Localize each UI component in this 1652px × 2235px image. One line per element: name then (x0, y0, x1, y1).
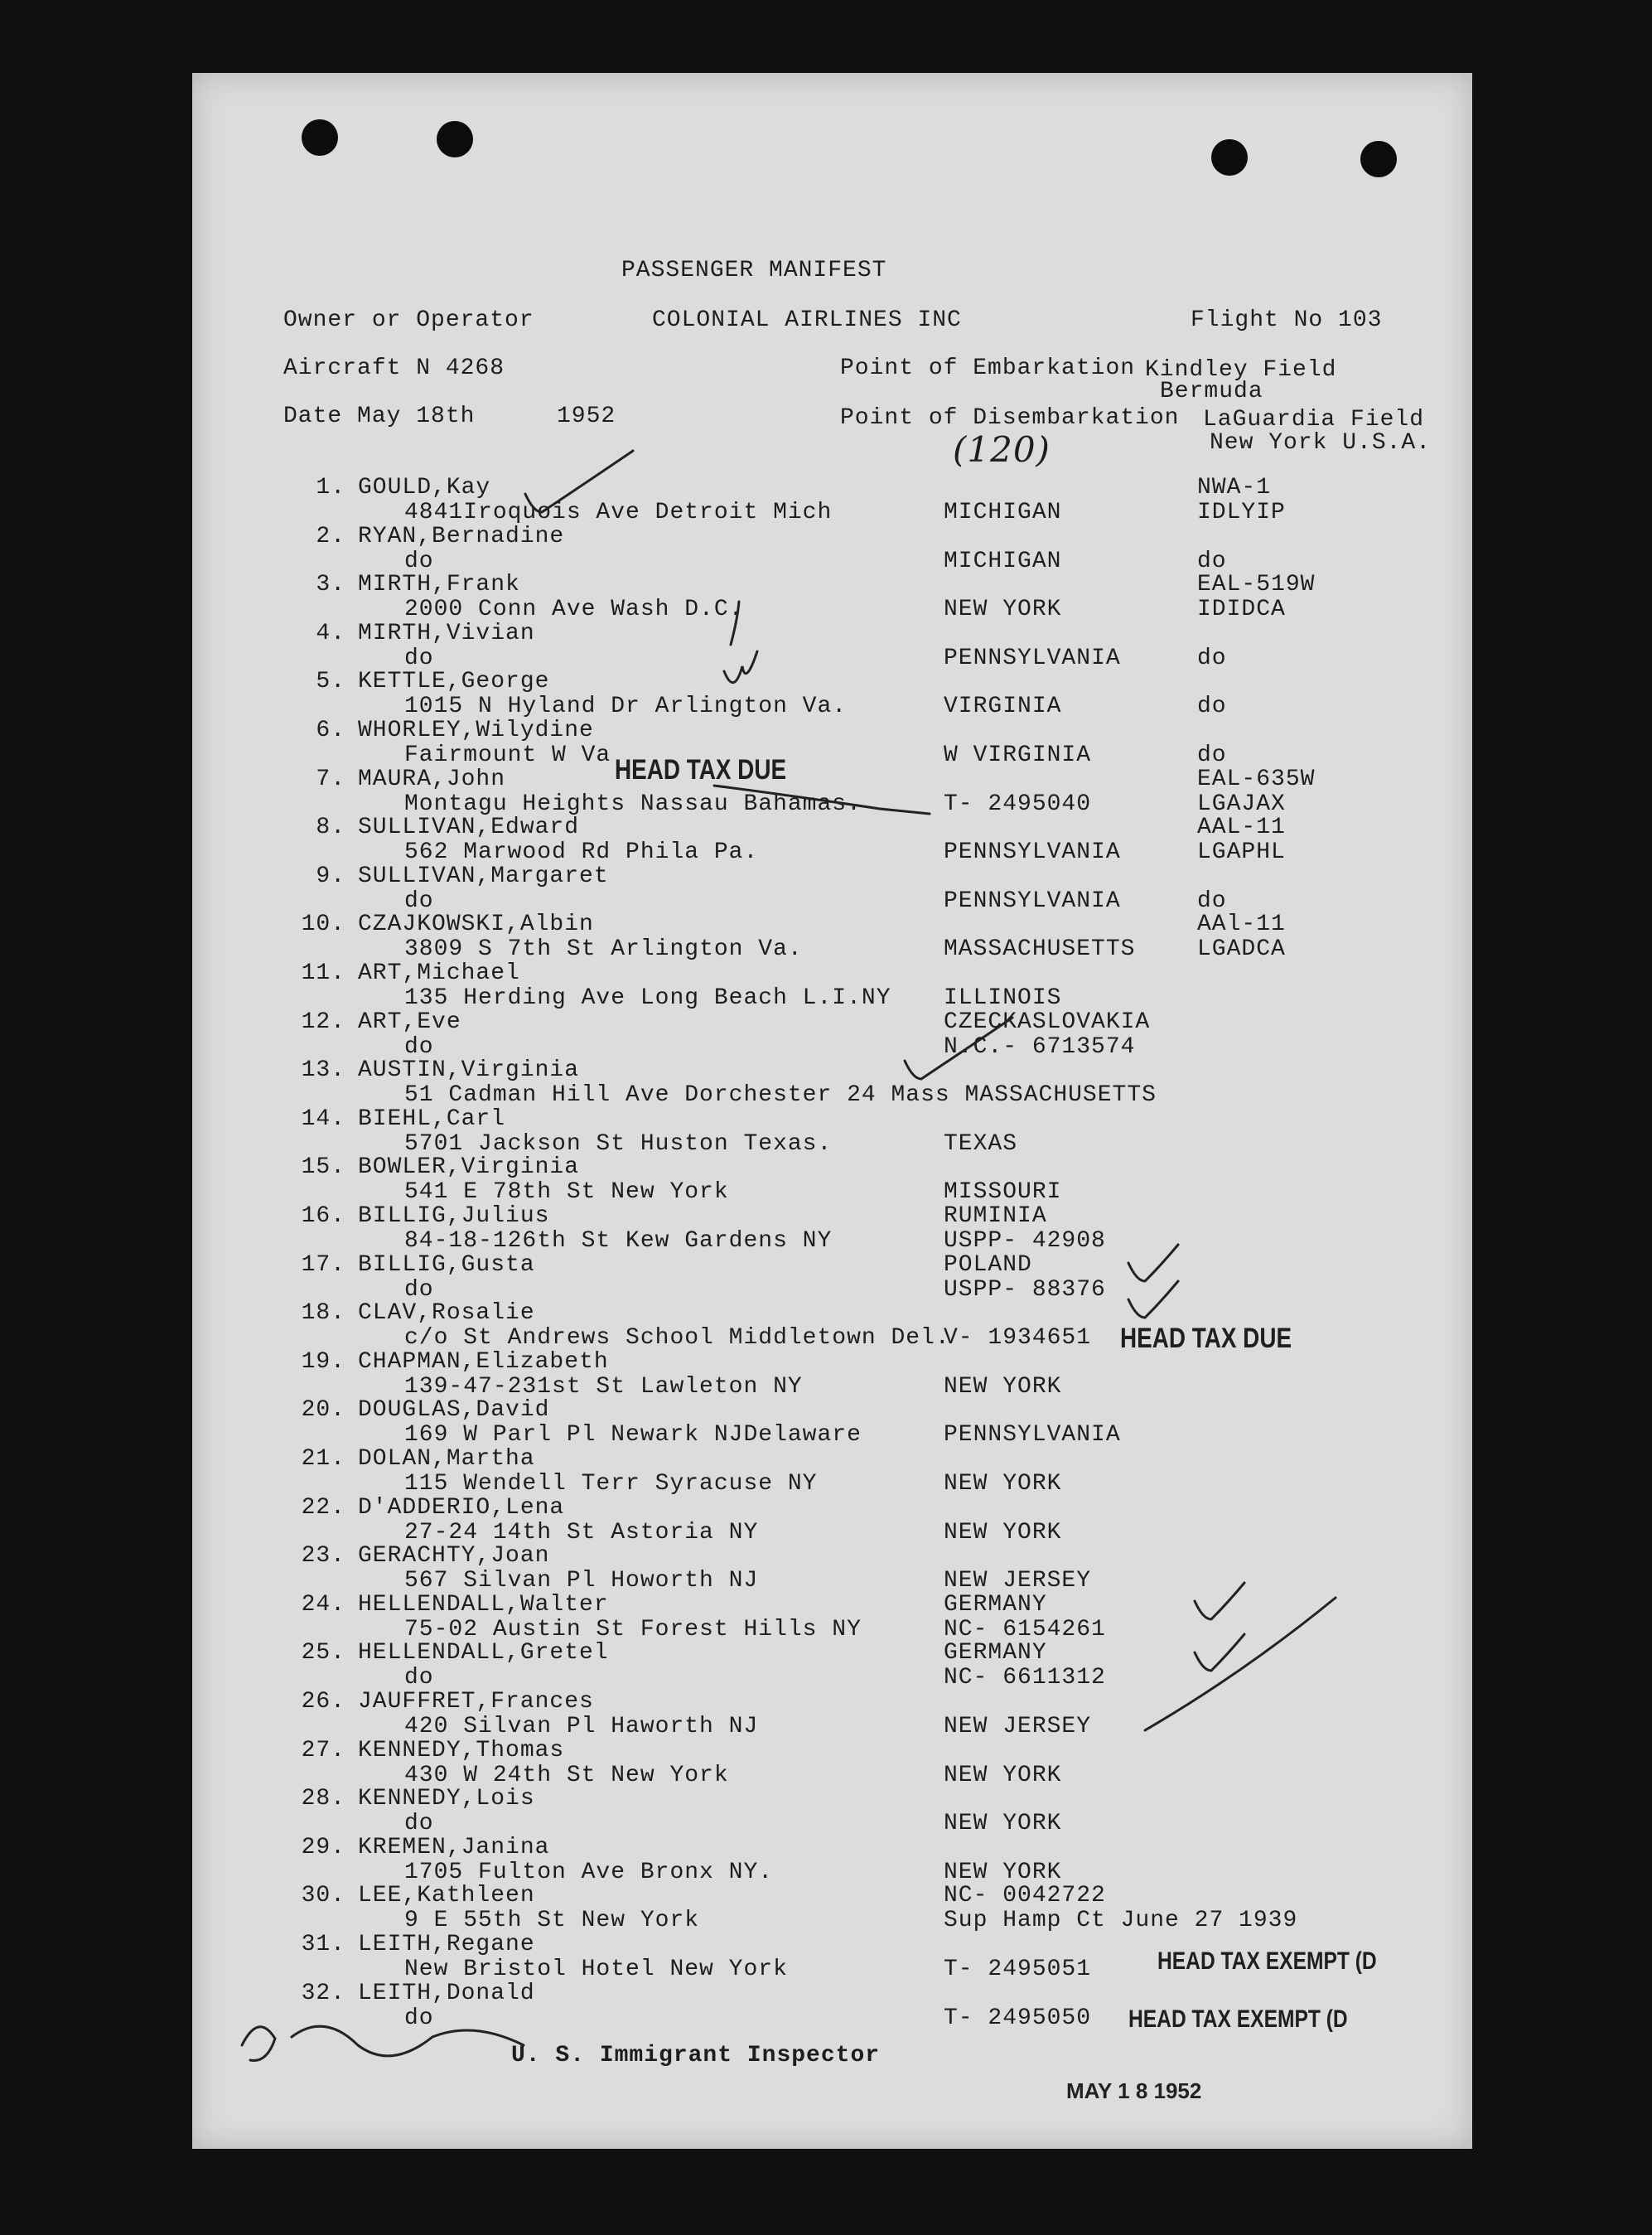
passenger-address: Montagu Heights Nassau Bahamas. (404, 791, 862, 817)
passenger-address: do (404, 1277, 434, 1303)
passenger-name: WHORLEY,Wilydine (358, 718, 594, 743)
passenger-name: LEITH,Donald (358, 1981, 535, 2006)
passenger-route-code: LGADCA (1197, 936, 1286, 962)
passenger-address: do (404, 646, 434, 671)
passenger-number: 12. (301, 1009, 345, 1035)
passenger-state: T- 2495040 (944, 791, 1092, 817)
passenger-address: c/o St Andrews School Middletown Del. (404, 1325, 950, 1351)
passenger-address: 1015 N Hyland Dr Arlington Va. (404, 694, 848, 719)
passenger-address: Fairmount W Va (404, 743, 611, 768)
passenger-state: MISSOURI (944, 1179, 1062, 1205)
passenger-name: ART,Michael (358, 960, 520, 986)
owner-value: COLONIAL AIRLINES INC (652, 307, 962, 333)
passenger-name: RYAN,Bernadine (358, 524, 565, 549)
passenger-state: NEW YORK (944, 1811, 1062, 1836)
passenger-number: 7. (316, 767, 345, 792)
passenger-address: 562 Marwood Rd Phila Pa. (404, 839, 759, 865)
passenger-route-code: LGAJAX (1197, 791, 1286, 817)
passenger-name: KETTLE,George (358, 669, 550, 694)
passenger-address: 3809 S 7th St Arlington Va. (404, 936, 803, 962)
passenger-name: KENNEDY,Lois (358, 1786, 535, 1812)
passenger-state: ILLINOIS (944, 985, 1062, 1011)
page-title: PASSENGER MANIFEST (621, 258, 887, 283)
passenger-address: 430 W 24th St New York (404, 1763, 729, 1788)
passenger-state: NEW YORK (944, 1520, 1062, 1546)
passenger-state: USPP- 42908 (944, 1228, 1106, 1254)
passenger-number: 9. (316, 864, 345, 889)
passenger-nationality: CZECKASLOVAKIA (944, 1009, 1151, 1035)
passenger-state: PENNSYLVANIA (944, 839, 1121, 865)
passenger-route-code: IDLYIP (1197, 500, 1286, 525)
passenger-state: NEW YORK (944, 597, 1062, 622)
passenger-state: NEW YORK (944, 1860, 1062, 1885)
passenger-address: 567 Silvan Pl Howorth NJ (404, 1568, 759, 1594)
passenger-address: 75-02 Austin St Forest Hills NY (404, 1617, 862, 1642)
date-stamp: MAY 1 8 1952 (1066, 2078, 1202, 2103)
passenger-address: 169 W Parl Pl Newark NJDelaware (404, 1422, 862, 1448)
passenger-state: PENNSYLVANIA (944, 646, 1121, 671)
passenger-state: VIRGINIA (944, 694, 1062, 719)
passenger-address: 115 Wendell Terr Syracuse NY (404, 1471, 818, 1497)
passenger-state: T- 2495051 (944, 1957, 1092, 1982)
passenger-number: 8. (316, 815, 345, 840)
handwritten-annotations (192, 73, 1472, 2149)
passenger-name: HELLENDALL,Walter (358, 1592, 609, 1618)
aircraft: Aircraft N 4268 (283, 356, 505, 381)
passenger-route-code: do (1197, 743, 1227, 768)
date-year: 1952 (557, 404, 616, 429)
passenger-number: 13. (301, 1057, 345, 1083)
passenger-number: 18. (301, 1300, 345, 1326)
passenger-address: New Bristol Hotel New York (404, 1957, 788, 1982)
passenger-name: BILLIG,Julius (358, 1203, 550, 1229)
passenger-name: AUSTIN,Virginia (358, 1057, 580, 1083)
passenger-state: V- 1934651 (944, 1325, 1092, 1351)
passenger-nationality: GERMANY (944, 1592, 1047, 1618)
passenger-flight-code: AAl-11 (1197, 912, 1286, 937)
passenger-number: 5. (316, 669, 345, 694)
passenger-name: DOLAN,Martha (358, 1446, 535, 1472)
passenger-flight-code: NWA-1 (1197, 475, 1272, 501)
passenger-address: 27-24 14th St Astoria NY (404, 1520, 759, 1546)
passenger-state: USPP- 88376 (944, 1277, 1106, 1303)
passenger-number: 24. (301, 1592, 345, 1618)
inspector-signature (242, 2026, 524, 2060)
passenger-state: N.C.- 6713574 (944, 1034, 1136, 1060)
passenger-state: Sup Hamp Ct June 27 1939 (944, 1908, 1298, 1933)
passenger-number: 29. (301, 1835, 345, 1860)
passenger-address: do (404, 1034, 434, 1060)
passenger-state: T- 2495050 (944, 2005, 1092, 2031)
passenger-name: BIEHL,Carl (358, 1106, 506, 1132)
passenger-route-code: IDIDCA (1197, 597, 1286, 622)
passenger-state: MASSACHUSETTS (944, 936, 1136, 962)
passenger-state: PENNSYLVANIA (944, 888, 1121, 914)
passenger-address: 541 E 78th St New York (404, 1179, 729, 1205)
passenger-state: NEW JERSEY (944, 1568, 1092, 1594)
disembarkation-sub: New York U.S.A. (1210, 430, 1432, 456)
initials-mark (724, 602, 757, 683)
passenger-number: 23. (301, 1543, 345, 1569)
checkmark-icon (1195, 1583, 1244, 1619)
handwritten-count: (120) (953, 429, 1051, 470)
passenger-address: 51 Cadman Hill Ave Dorchester 24 Mass MASSACHUSETTS (404, 1082, 1157, 1108)
passenger-name: KENNEDY,Thomas (358, 1738, 565, 1763)
checkmark-icon (1128, 1245, 1178, 1281)
manifest-page (192, 73, 1472, 2149)
passenger-name: CLAV,Rosalie (358, 1300, 535, 1326)
passenger-address: do (404, 2005, 434, 2031)
passenger-nationality: RUMINIA (944, 1203, 1047, 1229)
passenger-state: NC- 6154261 (944, 1617, 1106, 1642)
passenger-number: 21. (301, 1446, 345, 1472)
flight-number: Flight No 103 (1191, 307, 1383, 333)
passenger-address: 4841Iroquois Ave Detroit Mich (404, 500, 833, 525)
passenger-number: 1. (316, 475, 345, 501)
passenger-route-code: do (1197, 694, 1227, 719)
passenger-name: SULLIVAN,Edward (358, 815, 580, 840)
passenger-number: 20. (301, 1397, 345, 1423)
passenger-name: HELLENDALL,Gretel (358, 1640, 609, 1666)
passenger-address: 9 E 55th St New York (404, 1908, 700, 1933)
passenger-name: LEE,Kathleen (358, 1883, 535, 1908)
stray-line (1145, 1598, 1336, 1730)
disembarkation-label: Point of Disembarkation (840, 405, 1180, 431)
passenger-number: 30. (301, 1883, 345, 1908)
passenger-route-code: do (1197, 549, 1227, 574)
arrow-line (714, 786, 930, 814)
disembarkation-value: LaGuardia Field (1203, 407, 1425, 433)
passenger-flight-code: AAL-11 (1197, 815, 1286, 840)
passenger-state: MICHIGAN (944, 500, 1062, 525)
passenger-name: BILLIG,Gusta (358, 1252, 535, 1278)
passenger-name: CZAJKOWSKI,Albin (358, 912, 594, 937)
passenger-number: 6. (316, 718, 345, 743)
passenger-number: 14. (301, 1106, 345, 1132)
passenger-address: do (404, 888, 434, 914)
passenger-route-code: do (1197, 646, 1227, 671)
passenger-state: NEW JERSEY (944, 1714, 1092, 1739)
passenger-state: NEW YORK (944, 1471, 1062, 1497)
passenger-number: 15. (301, 1154, 345, 1180)
passenger-address: 1705 Fulton Ave Bronx NY. (404, 1860, 774, 1885)
passenger-number: 11. (301, 960, 345, 986)
passenger-state: TEXAS (944, 1131, 1018, 1157)
head-tax-exempt-stamp: HEAD TAX EXEMPT (D (1157, 1947, 1377, 1975)
passenger-name: BOWLER,Virginia (358, 1154, 580, 1180)
passenger-name: SULLIVAN,Margaret (358, 864, 609, 889)
passenger-number: 2. (316, 524, 345, 549)
checkmark-icon (1128, 1281, 1178, 1318)
checkmark-icon (905, 1018, 1012, 1079)
passenger-number: 27. (301, 1738, 345, 1763)
passenger-address: do (404, 1665, 434, 1691)
embarkation-value: Kindley Field (1145, 357, 1337, 383)
passenger-number: 26. (301, 1689, 345, 1715)
passenger-name: JAUFFRET,Frances (358, 1689, 594, 1715)
passenger-name: DOUGLAS,David (358, 1397, 550, 1423)
passenger-nationality: GERMANY (944, 1640, 1047, 1666)
passenger-state: W VIRGINIA (944, 743, 1092, 768)
passenger-number: 19. (301, 1349, 345, 1375)
passenger-address: do (404, 1811, 434, 1836)
head-tax-exempt-stamp: HEAD TAX EXEMPT (D (1128, 2005, 1348, 2033)
passenger-name: KREMEN,Janina (358, 1835, 550, 1860)
owner-label: Owner or Operator (283, 307, 534, 333)
passenger-address: 139-47-231st St Lawleton NY (404, 1374, 803, 1400)
passenger-name: D'ADDERIO,Lena (358, 1495, 565, 1521)
passenger-number: 17. (301, 1252, 345, 1278)
passenger-name: CHAPMAN,Elizabeth (358, 1349, 609, 1375)
passenger-name: MIRTH,Vivian (358, 621, 535, 646)
passenger-number: 32. (301, 1981, 345, 2006)
passenger-number: 10. (301, 912, 345, 937)
passenger-address: do (404, 549, 434, 574)
passenger-name: MIRTH,Frank (358, 572, 520, 597)
passenger-name: GOULD,Kay (358, 475, 491, 501)
passenger-state: PENNSYLVANIA (944, 1422, 1121, 1448)
passenger-address: 420 Silvan Pl Haworth NJ (404, 1714, 759, 1739)
passenger-number: 3. (316, 572, 345, 597)
passenger-flight-code: EAL-635W (1197, 767, 1316, 792)
passenger-number: 4. (316, 621, 345, 646)
passenger-name: LEITH,Regane (358, 1932, 535, 1957)
date-label: Date May 18th (283, 404, 476, 429)
passenger-number: 25. (301, 1640, 345, 1666)
inspector-label: U. S. Immigrant Inspector (511, 2043, 881, 2068)
passenger-flight-code: EAL-519W (1197, 572, 1316, 597)
passenger-route-code: LGAPHL (1197, 839, 1286, 865)
passenger-name: GERACHTY,Joan (358, 1543, 550, 1569)
passenger-route-code: do (1197, 888, 1227, 914)
head-tax-due-stamp: HEAD TAX DUE (1120, 1323, 1292, 1354)
passenger-name: MAURA,John (358, 767, 506, 792)
passenger-number: 22. (301, 1495, 345, 1521)
head-tax-due-stamp: HEAD TAX DUE (615, 754, 787, 786)
passenger-number: 31. (301, 1932, 345, 1957)
passenger-state: MICHIGAN (944, 549, 1062, 574)
embarkation-label: Point of Embarkation (840, 356, 1136, 381)
checkmark-icon (525, 451, 633, 512)
passenger-number: 28. (301, 1786, 345, 1812)
passenger-address: 5701 Jackson St Huston Texas. (404, 1131, 833, 1157)
passenger-state: NEW YORK (944, 1763, 1062, 1788)
passenger-state: NEW YORK (944, 1374, 1062, 1400)
passenger-state: NC- 6611312 (944, 1665, 1106, 1691)
passenger-address: 84-18-126th St Kew Gardens NY (404, 1228, 833, 1254)
checkmark-icon (1195, 1634, 1244, 1671)
passenger-address: 2000 Conn Ave Wash D.C. (404, 597, 744, 622)
passenger-number: 16. (301, 1203, 345, 1229)
passenger-nationality: NC- 0042722 (944, 1883, 1106, 1908)
passenger-nationality: POLAND (944, 1252, 1032, 1278)
passenger-address: 135 Herding Ave Long Beach L.I.NY (404, 985, 891, 1011)
embarkation-sub: Bermuda (1160, 379, 1263, 404)
passenger-name: ART,Eve (358, 1009, 461, 1035)
